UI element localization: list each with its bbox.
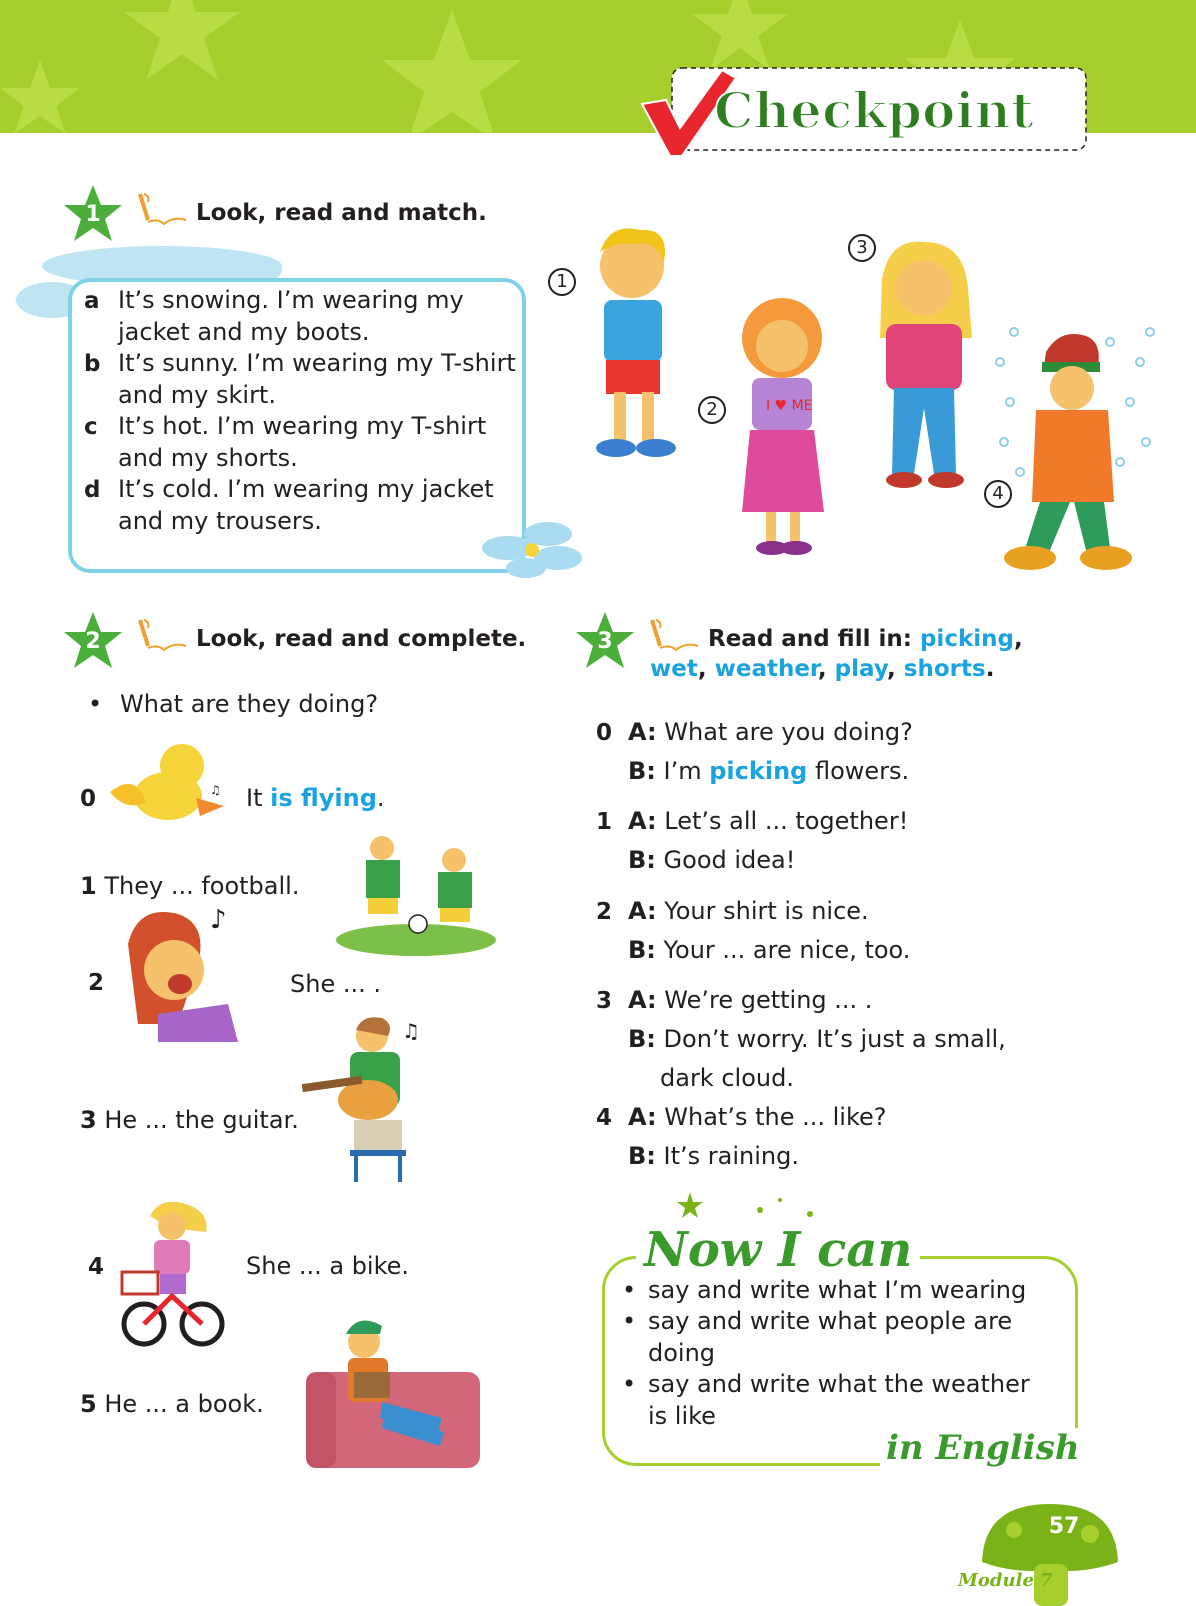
- girl-jacket-trousers-illustration: [860, 238, 984, 498]
- now-i-can-title: Now I can: [636, 1222, 920, 1278]
- picture-number-2: 2: [698, 396, 726, 424]
- sentence-letter: b: [84, 351, 101, 377]
- item-number: 0: [80, 786, 97, 812]
- picture-number-4: 4: [984, 480, 1012, 508]
- picture-number-1: 1: [548, 268, 576, 296]
- boys-playing-football-illustration: [336, 828, 498, 956]
- picture-number-3: 3: [848, 234, 876, 262]
- dialogue-line-a: A: What’s the ... like?: [628, 1103, 887, 1131]
- pencil-icon: [646, 616, 702, 656]
- exercise-2-question: What are they doing?: [120, 690, 379, 718]
- boy-tshirt-shorts-illustration: [560, 222, 710, 482]
- exercise-2-item-1: 1 They ... football.: [80, 872, 300, 900]
- module-label: Module 7: [958, 1570, 1053, 1591]
- exercise-2-item-2-text: She ... .: [290, 970, 381, 998]
- pencil-icon: [134, 616, 190, 656]
- boy-playing-guitar-illustration: [302, 1014, 442, 1184]
- dialogue-number: 1: [596, 809, 613, 835]
- dialogue-line-b: B: Your ... are nice, too.: [628, 936, 911, 964]
- sentence-text: It’s hot. I’m wearing my T-shirt and my shorts.: [118, 412, 487, 472]
- exercise-3-badge: 3: [574, 610, 636, 672]
- page-number: 57: [1048, 1514, 1080, 1539]
- dialogue-line-b-continued: dark cloud.: [660, 1064, 794, 1092]
- dialogue-number: 2: [596, 899, 613, 925]
- dialogue-number: 0: [596, 720, 613, 746]
- bullet-dot: •: [88, 690, 103, 718]
- exercise-1-badge: 1: [62, 183, 124, 245]
- item-number: 2: [88, 970, 105, 996]
- dialogue-line-a: A: Your shirt is nice.: [628, 897, 869, 925]
- dialogue-line-a: A: What are you doing?: [628, 718, 913, 746]
- dialogue-number: 3: [596, 988, 613, 1014]
- boy-reading-book-illustration: [302, 1312, 482, 1470]
- dialogue-line-a: A: We’re getting ... .: [628, 986, 873, 1014]
- sentence-letter: d: [84, 477, 101, 503]
- item-number: 4: [88, 1254, 105, 1280]
- dialogue-line-b: B: Don’t worry. It’s just a small,: [628, 1025, 1006, 1053]
- can-do-item: • say and write what people are doing: [622, 1307, 1013, 1367]
- sparkle-decoration: [660, 1190, 830, 1230]
- exercise-2-item-5: 5 He ... a book.: [80, 1390, 264, 1418]
- girl-skirt-illustration: [716, 292, 840, 564]
- dialogue-line-a: A: Let’s all ... together!: [628, 807, 909, 835]
- exercise-2-item-4-text: She ... a bike.: [246, 1252, 410, 1280]
- can-do-item: • say and write what I’m wearing: [622, 1276, 1027, 1304]
- sentence-text: It’s sunny. I’m wearing my T-shirt and my skirt.: [118, 349, 516, 409]
- sentence-letter: c: [84, 414, 98, 440]
- exercise-1-title: Look, read and match.: [196, 200, 487, 226]
- dialogue-line-b: B: It’s raining.: [628, 1142, 799, 1170]
- in-english-label: in English: [880, 1428, 1086, 1468]
- svg-text:♫: ♫: [210, 783, 221, 797]
- exercise-3-word-bank: wet, weather, play, shorts.: [650, 656, 995, 682]
- sentence-letter: a: [84, 288, 100, 314]
- dialogue-line-b: B: Good idea!: [628, 846, 796, 874]
- girl-riding-bike-illustration: [110, 1196, 228, 1348]
- dialogue-line-b: B: I’m picking flowers.: [628, 757, 910, 785]
- boy-snow-jacket-illustration: [990, 322, 1160, 578]
- exercise-2-badge: 2: [62, 610, 124, 672]
- dialogue-number: 4: [596, 1105, 613, 1131]
- can-do-item: • say and write what the weather is like: [622, 1370, 1030, 1430]
- svg-text:♪: ♪: [210, 905, 227, 935]
- bird-flying-illustration: [106, 732, 236, 840]
- svg-text:♫: ♫: [402, 1019, 420, 1043]
- example-answer-line: It is flying.: [246, 784, 385, 812]
- exercise-3-title: Read and fill in: picking,: [708, 626, 1023, 652]
- exercise-2-item-3: 3 He ... the guitar.: [80, 1106, 299, 1134]
- sentence-text: It’s cold. I’m wearing my jacket and my trousers.: [118, 475, 494, 535]
- svg-text:Checkpoint: Checkpoint: [714, 81, 1034, 140]
- checkpoint-logo: [636, 64, 1092, 162]
- svg-text:I ♥ ME: I ♥ ME: [766, 398, 813, 414]
- sentence-text: It’s snowing. I’m wearing my jacket and my boots.: [118, 286, 464, 346]
- exercise-2-title: Look, read and complete.: [196, 626, 527, 652]
- pencil-icon: [134, 190, 190, 230]
- girl-singing-illustration: [118, 904, 250, 1042]
